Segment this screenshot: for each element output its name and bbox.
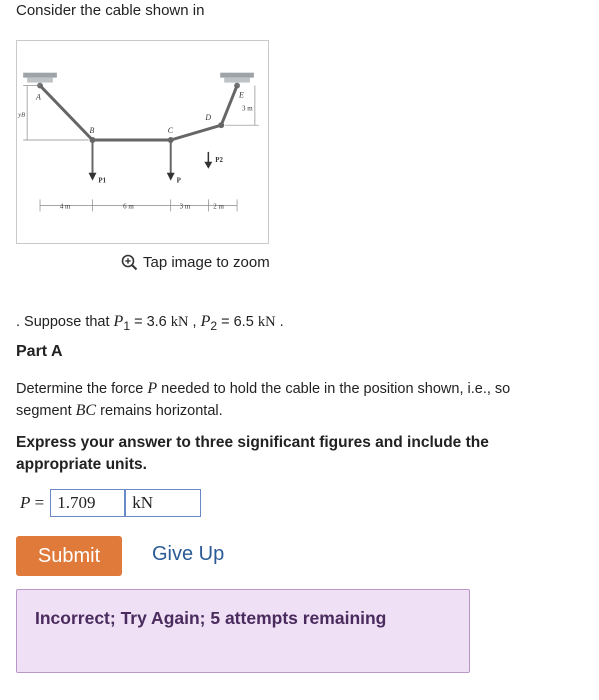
answer-row <box>20 489 201 517</box>
dim-6m: 6 m <box>123 203 134 211</box>
dim-2m: 2 m <box>213 203 224 211</box>
given-values: . Suppose that $P_1 = 3.6$ kN , $P_2 = 6.5$ kN . <box>16 313 284 333</box>
label-d: D <box>205 113 212 123</box>
part-title: Part A <box>16 343 63 360</box>
answer-instruction: Express your answer to three significant figures and include the appropriate units. <box>16 434 489 473</box>
label-a: A <box>36 92 41 102</box>
label-c: C <box>167 126 174 136</box>
label-3m-vertical: 3 m <box>242 105 253 113</box>
label-p: P <box>176 177 181 185</box>
zoom-in-icon <box>121 254 138 271</box>
dim-4m: 4 m <box>59 203 71 211</box>
feedback-message: Incorrect; Try Again; 5 attempts remaining <box>16 589 470 673</box>
dim-3m: 3 m <box>179 203 191 211</box>
label-yb: yB <box>18 111 26 119</box>
answer-value-input[interactable]: 1.709 <box>50 489 125 517</box>
tap-to-zoom-link[interactable] <box>121 254 270 271</box>
zoom-label: Tap image to zoom <box>143 254 270 271</box>
submit-button[interactable]: Submit <box>16 536 122 576</box>
cable-figure[interactable] <box>16 40 269 244</box>
answer-label: P = <box>20 493 45 512</box>
label-b: B <box>89 126 95 136</box>
label-p1: P1 <box>98 177 107 185</box>
label-e: E <box>239 90 244 100</box>
cable-diagram <box>17 41 268 243</box>
question-text: Determine the force P needed to hold the cable in the position shown, i.e., so segment BC remains horizontal. <box>16 380 511 419</box>
intro-text: Consider the cable shown in <box>16 2 205 19</box>
label-p2: P2 <box>215 156 223 164</box>
give-up-link[interactable]: Give Up <box>152 543 225 565</box>
answer-units-input[interactable]: kN <box>125 489 201 517</box>
